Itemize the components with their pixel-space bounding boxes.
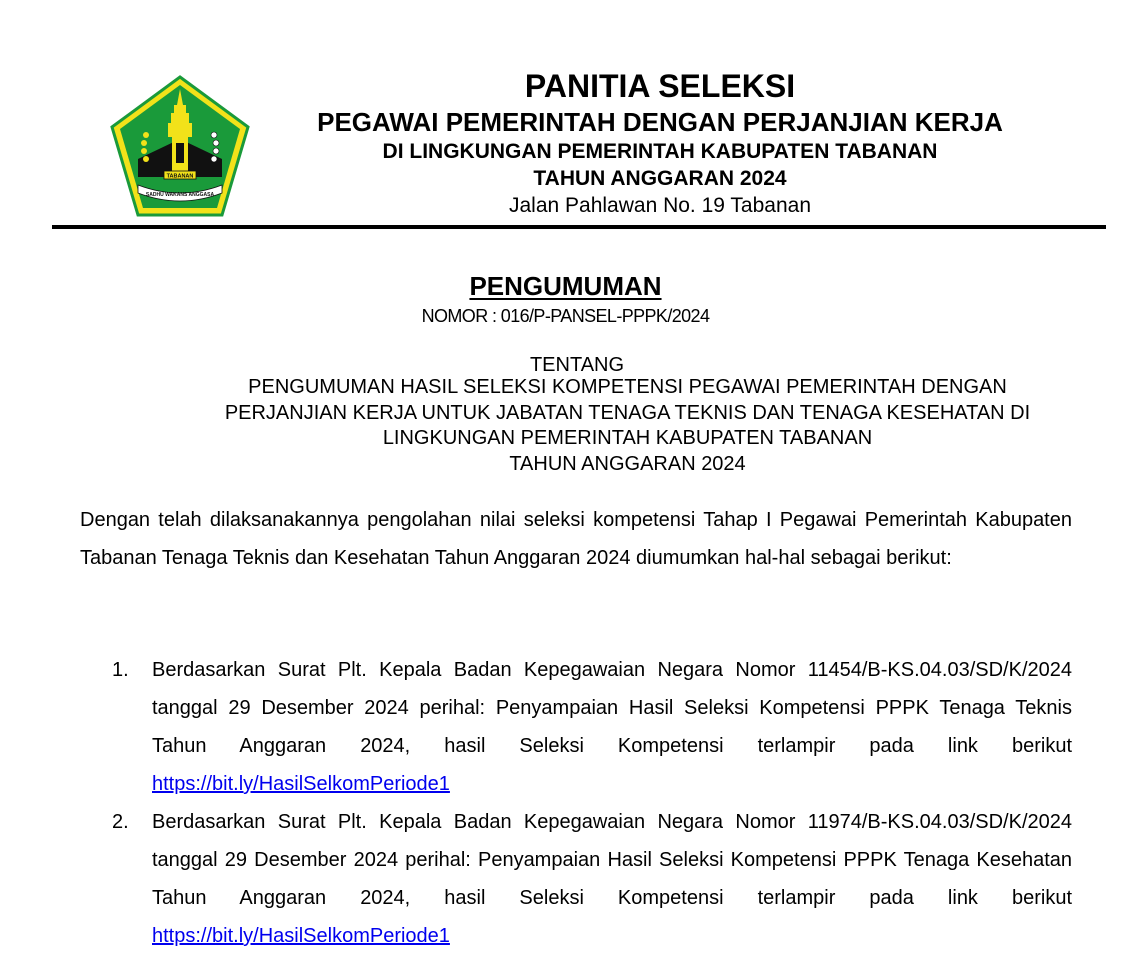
emblem-banner-top: TABANAN: [166, 173, 194, 180]
org-title: PANITIA SELEKSI: [524, 68, 796, 104]
list-item: [112, 651, 1072, 803]
subject-line: PERJANJIAN KERJA UNTUK JABATAN TENAGA TEKNIS DAN TENAGA KESEHATAN DI: [224, 401, 1031, 424]
org-year: TAHUN ANGGARAN 2024: [533, 167, 787, 190]
list-item: [112, 803, 1072, 955]
org-scope: DI LINGKUNGAN PEMERINTAH KABUPATEN TABANAN: [382, 140, 938, 163]
list-item-number: 1.: [112, 659, 129, 681]
org-subtitle: PEGAWAI PEMERINTAH DENGAN PERJANJIAN KERJA: [317, 107, 1003, 137]
result-link[interactable]: https://bit.ly/HasilSelkomPeriode1: [152, 773, 450, 795]
list-item-text: Berdasarkan Surat Plt. Kepala Badan Kepegawaian Negara Nomor 11454/B-KS.04.03/SD/K/2024 tanggal 29 Desember 2024 perihal: Penyampaian Hasil Seleksi Kompetensi PPPK Tenaga Teknis Tahun Anggaran 2024, hasil Seleksi Kompetensi terlampir pada link berikut: [152, 659, 1072, 757]
announcement-title: PENGUMUMAN: [469, 271, 662, 301]
subject-line: LINGKUNGAN PEMERINTAH KABUPATEN TABANAN: [382, 427, 873, 449]
announcement-number: NOMOR : 016/P-PANSEL-PPPK/2024: [421, 306, 710, 326]
subject-line: TAHUN ANGGARAN 2024: [509, 452, 746, 475]
tabanan-regency-emblem: [108, 73, 252, 219]
subject-line: PENGUMUMAN HASIL SELEKSI KOMPETENSI PEGAWAI PEMERINTAH DENGAN: [248, 376, 1007, 398]
list-item-number: 2.: [112, 811, 129, 833]
announcement-list: [112, 651, 1072, 955]
about-label: TENTANG: [529, 354, 625, 376]
org-address: Jalan Pahlawan No. 19 Tabanan: [508, 194, 811, 217]
emblem-banner-bottom: SADHU WAKANS ANGGASA: [145, 192, 215, 198]
intro-paragraph: Dengan telah dilaksanakannya pengolahan nilai seleksi kompetensi Tahap I Pegawai Pemerintah Kabupaten Tabanan Tenaga Teknis dan Kesehatan Tahun Anggaran 2024 diumumkan hal-hal sebagai berikut:: [80, 509, 1072, 569]
announcement-subject: [180, 375, 1075, 477]
header-divider: [52, 225, 1106, 229]
list-item-text: Berdasarkan Surat Plt. Kepala Badan Kepegawaian Negara Nomor 11974/B-KS.04.03/SD/K/2024 tanggal 29 Desember 2024 perihal: Penyampaian Hasil Seleksi Kompetensi PPPK Tenaga Kesehatan Tahun Anggaran 2024, hasil Seleksi Kompetensi terlampir pada link berikut: [152, 811, 1072, 909]
result-link[interactable]: https://bit.ly/HasilSelkomPeriode1: [152, 925, 450, 947]
